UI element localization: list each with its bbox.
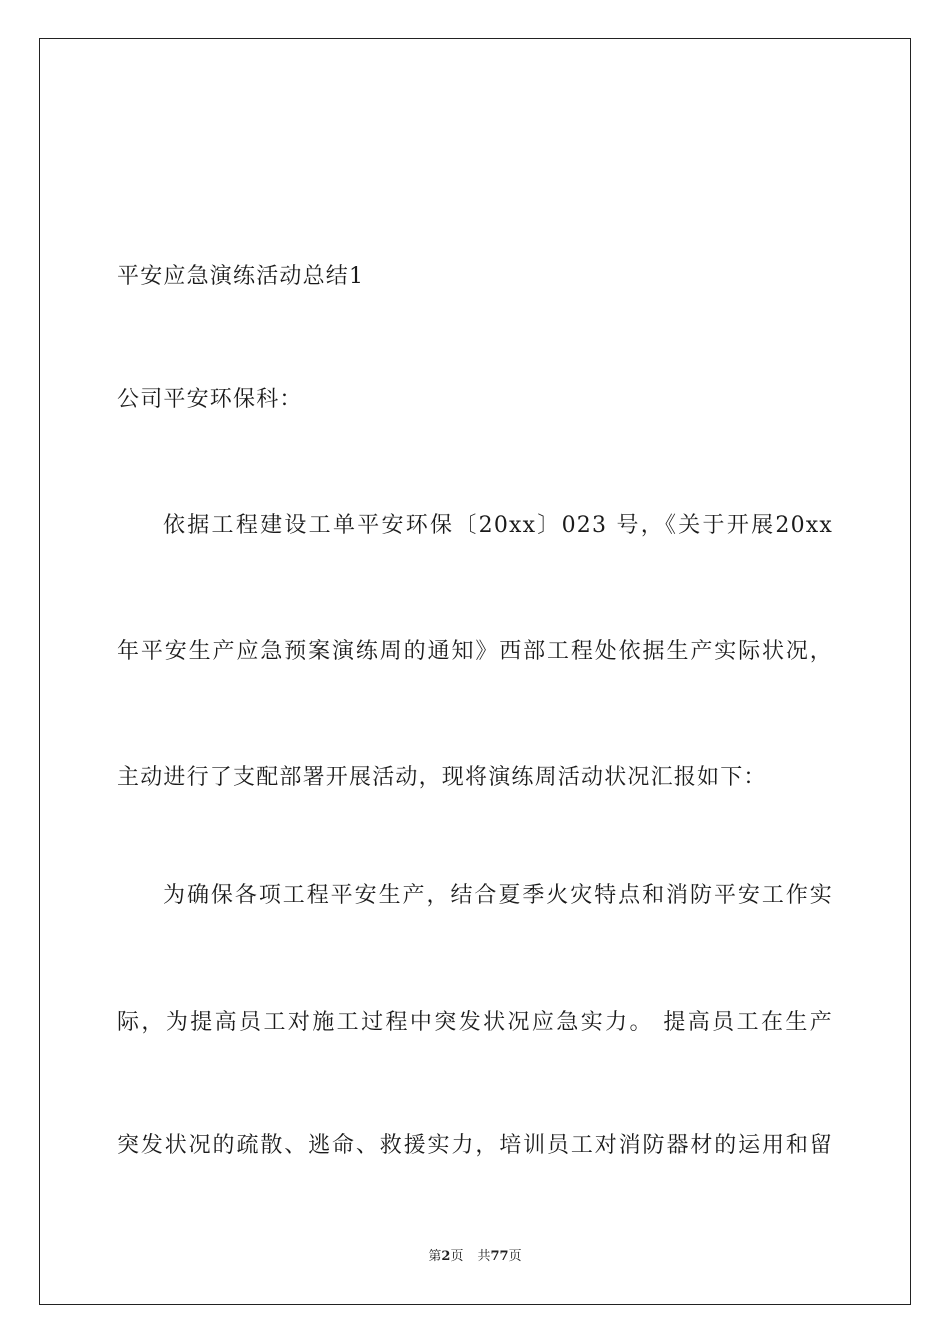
- paragraph-1-line-1: 依据工程建设工单平安环保〔20xx〕023 号，《关于开展20xx: [163, 513, 833, 538]
- page-number: 2: [441, 1249, 451, 1264]
- page-border: [39, 38, 911, 1305]
- salutation: 公司平安环保科：: [117, 387, 303, 412]
- paragraph-2-line-3: 突发状况的疏散、逃命、救援实力，培训员工对消防器材的运用和留: [117, 1133, 833, 1158]
- paragraph-1-line-2: 年平安生产应急预案演练周的通知》西部工程处依据生产实际状况，: [117, 639, 833, 664]
- page-prefix: 第: [428, 1249, 442, 1264]
- page-footer: [0, 1248, 950, 1266]
- paragraph-1-line-3: 主动进行了支配部署开展活动，现将演练周活动状况汇报如下：: [117, 765, 767, 790]
- paragraph-2-line-2: 际，为提高员工对施工过程中突发状况应急实力。 提高员工在生产: [117, 1010, 833, 1035]
- total-prefix: 共: [477, 1249, 491, 1264]
- paragraph-2-line-1: 为确保各项工程平安生产，结合夏季火灾特点和消防平安工作实: [163, 883, 833, 908]
- document-title: 平安应急演练活动总结1: [117, 264, 365, 289]
- total-suffix: 页: [508, 1249, 522, 1264]
- total-pages: 77: [490, 1249, 509, 1264]
- page-suffix: 页: [450, 1249, 464, 1264]
